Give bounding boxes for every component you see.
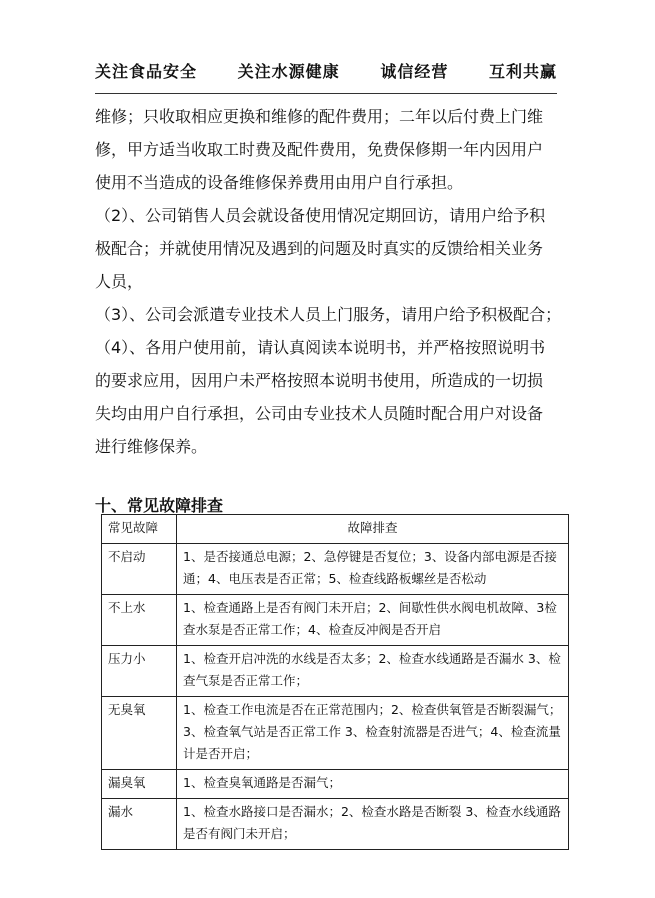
column-header-fault: 常见故障 (102, 515, 177, 544)
body-line: 维修；只收取相应更换和维修的配件费用；二年以后付费上门维 (95, 107, 544, 126)
fault-cell: 压力小 (102, 646, 177, 697)
header-slogan-integrity: 诚信经营 (380, 61, 449, 81)
table-row (102, 544, 569, 595)
page-header (95, 56, 557, 84)
column-header-check: 故障排查 (177, 515, 569, 544)
check-cell: 1、是否接通总电源；2、急停键是否复位；3、设备内部电源是否接通；4、电压表是否正常；5、检查线路板螺丝是否松动 (177, 544, 569, 595)
section-title: 十、常见故障排查 (95, 496, 224, 515)
body-line: （3）、公司会派遣专业技术人员上门服务，请用户给予积极配合； (95, 305, 562, 324)
header-slogan-food-safety: 关注食品安全 (95, 61, 198, 81)
table-row (102, 595, 569, 646)
check-cell: 1、检查水路接口是否漏水；2、检查水路是否断裂 3、检查水线通路是否有阀门未开启； (177, 799, 569, 850)
fault-cell: 漏臭氧 (102, 770, 177, 799)
fault-cell: 无臭氧 (102, 697, 177, 770)
body-line: 失均由用户自行承担，公司由专业技术人员随时配合用户对设备 (95, 404, 544, 423)
header-divider (95, 93, 557, 94)
body-line: （2）、公司销售人员会就设备使用情况定期回访，请用户给予积 (95, 206, 546, 225)
fault-cell: 不启动 (102, 544, 177, 595)
check-cell: 1、检查臭氧通路是否漏气； (177, 770, 569, 799)
body-line: 使用不当造成的设备维修保养费用由用户自行承担。 (95, 173, 464, 192)
table-row (102, 697, 569, 770)
check-cell: 1、检查工作电流是否在正常范围内；2、检查供氧管是否断裂漏气；3、检查氧气站是否正常工作 3、检查射流器是否进气；4、检查流量计是否开启； (177, 697, 569, 770)
table-header-row (102, 515, 569, 544)
table-row (102, 799, 569, 850)
header-slogan-win-win: 互利共赢 (488, 61, 557, 81)
header-slogan-water-health: 关注水源健康 (237, 61, 340, 81)
body-line: （4）、各用户使用前，请认真阅读本说明书，并严格按照说明书 (95, 338, 546, 357)
body-text (95, 100, 565, 463)
body-line: 极配合；并就使用情况及遇到的问题及时真实的反馈给相关业务 (95, 239, 544, 258)
body-line: 修，甲方适当收取工时费及配件费用，免费保修期一年内因用户 (95, 140, 544, 159)
body-line: 的要求应用，因用户未严格按照本说明书使用，所造成的一切损 (95, 371, 544, 390)
body-line: 人员， (95, 272, 144, 291)
check-cell: 1、检查开启冲洗的水线是否太多；2、检查水线通路是否漏水 3、检查气泵是否正常工作； (177, 646, 569, 697)
table-row (102, 770, 569, 799)
check-cell: 1、检查通路上是否有阀门未开启；2、间歇性供水阀电机故障、3检查水泵是否正常工作；4、检查反冲阀是否开启 (177, 595, 569, 646)
fault-cell: 漏水 (102, 799, 177, 850)
fault-cell: 不上水 (102, 595, 177, 646)
fault-table (101, 514, 569, 850)
table-row (102, 646, 569, 697)
body-line: 进行维修保养。 (95, 437, 208, 456)
